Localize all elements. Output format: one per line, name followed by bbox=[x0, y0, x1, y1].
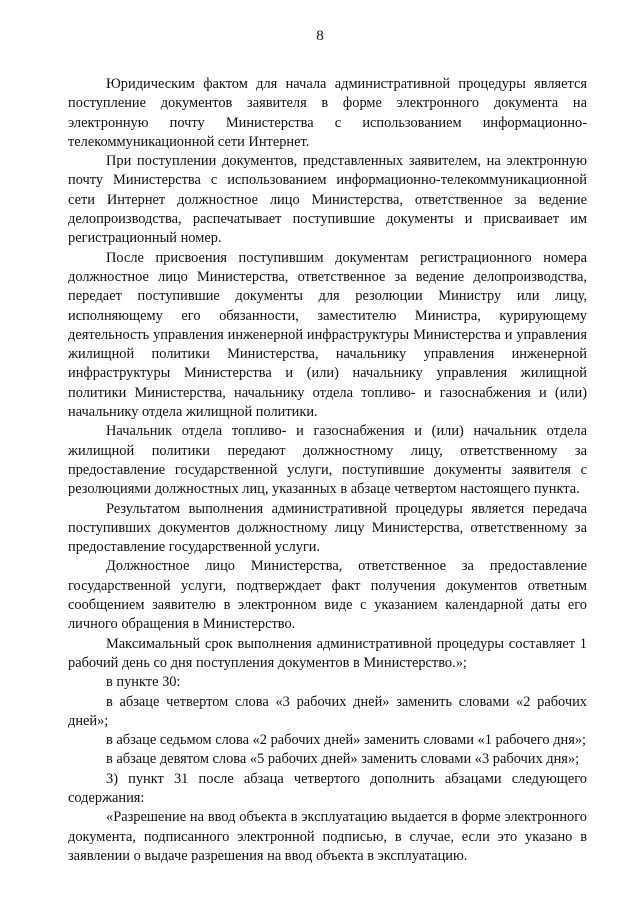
paragraph: в абзаце седьмом слова «2 рабочих дней» заменить словами «1 рабочего дня»; bbox=[106, 732, 587, 749]
paragraph: При поступлении документов, представленных заявителем, на электронную почту Министерства с использованием информационно-телекоммуникационной сети Интернет должностное лицо Министерства, ответственное за ведение делопроизводства, распечатывает поступившие документы и присваивает им регистрационный номер. bbox=[68, 153, 587, 247]
document-body bbox=[68, 75, 587, 866]
paragraph: После присвоения поступившим документам регистрационного номера должностное лицо Министерства, ответственное за ведение делопроизводства, передает поступившие документы для резолюции Министру или лицу, исполняющему его обязанности, заместителю Министра, курирующему деятельность управления инженерной инфраструктуры Министерства и управления жилищной политики Министерства, начальнику управления инженерной инфраструктуры Министерства и (или) начальнику управления жилищной политики Министерства, начальнику отдела топливо- и газоснабжения и (или) начальнику отдела жилищной политики. bbox=[68, 249, 587, 421]
page-number: 8 bbox=[316, 28, 324, 44]
paragraph: «Разрешение на ввод объекта в эксплуатацию выдается в форме электронного документа, подписанного электронной подписью, в случае, если это указано в заявлении о выдаче разрешения на ввод объекта в эксплуатацию. bbox=[68, 809, 587, 864]
paragraph: 3) пункт 31 после абзаца четвертого дополнить абзацами следующего содержания: bbox=[68, 770, 587, 806]
paragraph: Юридическим фактом для начала административной процедуры является поступление документов заявителя в форме электронного документа на электронную почту Министерства с использованием информационно-телекоммуникационной сети Интернет. bbox=[68, 76, 587, 150]
paragraph: в абзаце девятом слова «5 рабочих дней» заменить словами «3 рабочих дня»; bbox=[106, 751, 580, 768]
paragraph: Результатом выполнения административной процедуры является передача поступивших документов должностному лицу Министерства, ответственному за предоставление государственной услуги. bbox=[68, 500, 587, 556]
paragraph: в пункте 30: bbox=[106, 674, 181, 691]
paragraph: Начальник отдела топливо- и газоснабжения и (или) начальник отдела жилищной политики передают должностному лицу, ответственному за предоставление государственной услуги, поступившие документы заявителя с резолюциями должностных лиц, указанных в абзаце четвертом настоящего пункта. bbox=[68, 423, 587, 498]
paragraph: Максимальный срок выполнения административной процедуры составляет 1 рабочий день со дня поступления документов в Министерство.»; bbox=[68, 635, 587, 671]
scan-artifact bbox=[262, 840, 382, 860]
paragraph: в абзаце четвертом слова «3 рабочих дней» заменить словами «2 рабочих дней»; bbox=[68, 693, 587, 729]
paragraph: Должностное лицо Министерства, ответственное за предоставление государственной услуги, подтверждает факт получения документов ответным сообщением заявителю в электронном виде с указанием календарной даты его личного обращения в Министерство. bbox=[68, 558, 587, 633]
